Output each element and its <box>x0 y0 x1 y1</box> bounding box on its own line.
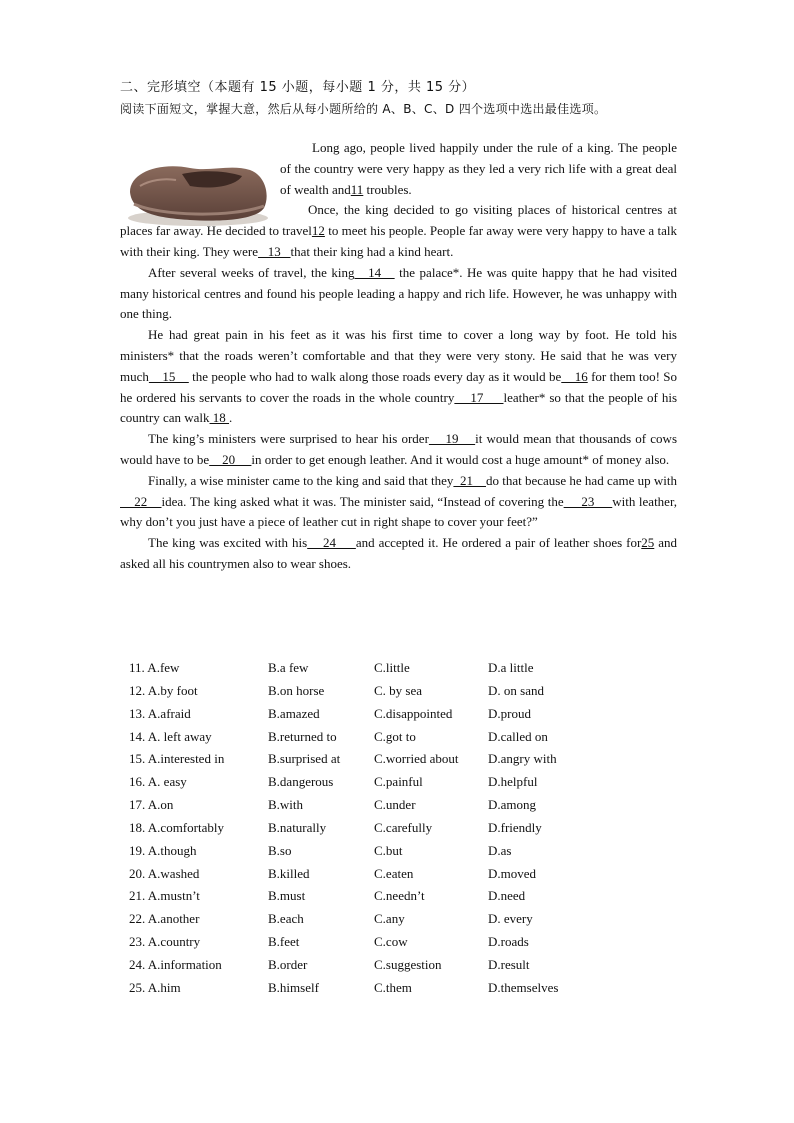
option-b[interactable]: B.surprised at <box>268 751 341 767</box>
option-d[interactable]: D. every <box>488 911 533 927</box>
blank-11[interactable]: 11 <box>350 181 364 197</box>
blank-13[interactable]: 13 <box>258 243 291 259</box>
paragraph-3: After several weeks of travel, the king 14 the palace*. He was quite happy that he had visited many historical centres and found his people leading a happy and rich life. However, he was unhappy with one thing. <box>120 264 677 322</box>
option-d[interactable]: D.proud <box>488 705 531 721</box>
option-d[interactable]: D.as <box>488 842 512 858</box>
option-a[interactable]: 18. A.comfortably <box>129 819 224 835</box>
option-c[interactable]: C.but <box>374 842 403 858</box>
option-b[interactable]: B.dangerous <box>268 774 334 790</box>
option-b[interactable]: B.must <box>268 888 306 904</box>
option-c[interactable]: C. by sea <box>374 682 423 698</box>
option-a[interactable]: 17. A.on <box>129 797 174 813</box>
option-c[interactable]: C.carefully <box>374 819 433 835</box>
option-b[interactable]: B.amazed <box>268 705 320 721</box>
option-c[interactable]: C.painful <box>374 774 423 790</box>
option-c[interactable]: C.suggestion <box>374 956 442 972</box>
option-d[interactable]: D.roads <box>488 934 529 950</box>
option-d[interactable]: D.called on <box>488 728 548 744</box>
option-b[interactable]: B.feet <box>268 934 300 950</box>
option-b[interactable]: B.order <box>268 956 308 972</box>
option-c[interactable]: C.under <box>374 797 416 813</box>
option-b[interactable]: B.so <box>268 842 292 858</box>
blank-17[interactable]: 17 <box>454 389 504 405</box>
option-a[interactable]: 20. A.washed <box>129 865 200 881</box>
option-b[interactable]: B.naturally <box>268 819 327 835</box>
option-c[interactable]: C.eaten <box>374 865 414 881</box>
instructions: 阅读下面短文，掌握大意，然后从每小题所给的 A、B、C、D 四个选项中选出最佳选项。 <box>120 102 607 116</box>
paragraph-4: He had great pain in his feet as it was his first time to cover a long way by foot. He told his ministers* that the roads weren’t comfortable and that they were very stony. He said that he was very much 15 the people who had to walk along those roads every day as it would be 16 for them too! So he ordered his servants to cover the roads in the whole country 17 leather* so that the people of his country can walk 18 . <box>120 327 678 426</box>
option-d[interactable]: D. on sand <box>488 682 544 698</box>
option-a[interactable]: 22. A.another <box>129 911 200 927</box>
option-a[interactable]: 25. A.him <box>129 979 181 995</box>
option-d[interactable]: D.moved <box>488 865 537 881</box>
option-c[interactable]: C.them <box>374 979 412 995</box>
option-d[interactable]: D.friendly <box>488 819 542 835</box>
option-a[interactable]: 15. A.interested in <box>129 751 225 767</box>
option-a[interactable]: 14. A. left away <box>129 728 212 744</box>
option-b[interactable]: B.killed <box>268 865 310 881</box>
option-c[interactable]: C.worried about <box>374 751 459 767</box>
option-d[interactable]: D.a little <box>488 660 534 675</box>
option-a[interactable]: 23. A.country <box>129 934 201 950</box>
paragraph-2: Once, the king decided to go visiting places of historical centres at places far away. He decided to travel12 to meet his people. People far away were very happy to have a talk with their king. They were 13 that their king had a kind heart. <box>120 202 677 259</box>
blank-15[interactable]: 15 <box>148 368 189 384</box>
section-title: 二、完形填空（本题有 15 小题，每小题 1 分，共 15 分） <box>120 80 476 95</box>
blank-18[interactable]: 18 <box>209 410 230 426</box>
option-a[interactable]: 11. A.few <box>129 660 180 675</box>
blank-25[interactable]: 25 <box>641 535 655 551</box>
option-a[interactable]: 21. A.mustn’t <box>129 888 200 904</box>
option-a[interactable]: 16. A. easy <box>129 774 187 790</box>
paragraph-5: The king’s ministers were surprised to hear his order 19 it would mean that thousands of cows would have to be 20 in order to get enough leather. And it would cost a huge amount* of money also. <box>120 431 678 467</box>
paragraph-7: The king was excited with his 24 and accepted it. He ordered a pair of leather shoes for25 and asked all his countrymen also to wear shoes. <box>120 535 678 571</box>
paragraph-6: Finally, a wise minister came to the king and said that they 21 do that because he had came up with 22 idea. The king asked what it was. The minister said, “Instead of covering the 23 with leather, why don’t you just have a piece of leather cut in right shape to cover your feet?” <box>120 472 678 530</box>
option-d[interactable]: D.result <box>488 956 530 972</box>
option-b[interactable]: B.a few <box>268 660 309 675</box>
option-b[interactable]: B.himself <box>268 979 319 995</box>
option-d[interactable]: D.among <box>488 797 537 813</box>
option-a[interactable]: 19. A.though <box>129 842 197 858</box>
option-d[interactable]: D.themselves <box>488 979 559 995</box>
blank-23[interactable]: 23 <box>563 493 613 509</box>
blank-20[interactable]: 20 <box>209 451 252 467</box>
option-b[interactable]: B.on horse <box>268 682 325 698</box>
option-b[interactable]: B.with <box>268 797 304 813</box>
option-a[interactable]: 12. A.by foot <box>129 682 198 698</box>
option-c[interactable]: C.needn’t <box>374 888 425 904</box>
option-a[interactable]: 13. A.afraid <box>129 705 191 721</box>
blank-16[interactable]: 16 <box>561 368 588 384</box>
blank-12[interactable]: 12 <box>311 223 325 239</box>
option-d[interactable]: D.helpful <box>488 774 538 790</box>
option-c[interactable]: C.little <box>374 660 410 675</box>
option-c[interactable]: C.cow <box>374 934 408 950</box>
option-d[interactable]: D.need <box>488 888 526 904</box>
option-c[interactable]: C.got to <box>374 728 416 744</box>
cloze-passage <box>120 138 677 575</box>
blank-14[interactable]: 14 <box>354 264 395 280</box>
blank-19[interactable]: 19 <box>428 431 476 447</box>
option-b[interactable]: B.each <box>268 911 304 927</box>
blank-21[interactable]: 21 <box>453 472 486 488</box>
option-b[interactable]: B.returned to <box>268 728 337 744</box>
blank-24[interactable]: 24 <box>307 535 356 551</box>
option-c[interactable]: C.disappointed <box>374 705 453 721</box>
option-d[interactable]: D.angry with <box>488 751 557 767</box>
blank-22[interactable]: 22 <box>120 493 162 509</box>
option-c[interactable]: C.any <box>374 911 405 927</box>
option-a[interactable]: 24. A.information <box>129 956 222 972</box>
paragraph-1: Long ago, people lived happily under the rule of a king. The people of the country were very happy as they led a very rich life with a great deal of wealth and11 troubles. <box>280 140 677 197</box>
